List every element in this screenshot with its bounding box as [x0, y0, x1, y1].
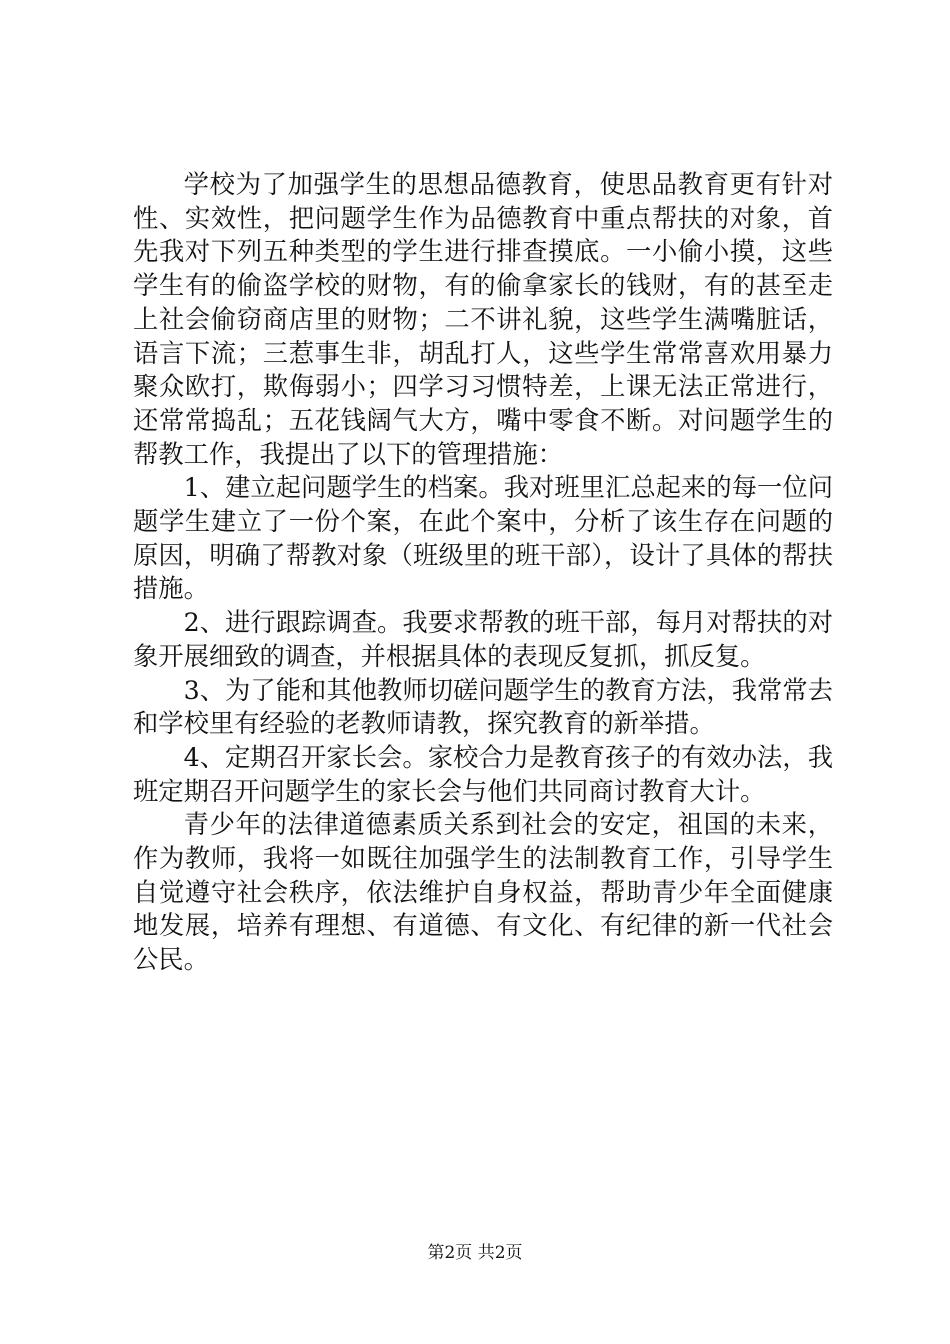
- paragraph-measure-1: 1、建立起问题学生的档案。我对班里汇总起来的每一位问题学生建立了一份个案，在此个案中，分析了该生存在问题的原因，明确了帮教对象（班级里的班干部），设计了具体的帮扶措施。: [133, 473, 833, 604]
- document-body: [133, 168, 833, 977]
- page-footer: 第2页 共2页: [427, 1243, 523, 1263]
- paragraph-measure-2: 2、进行跟踪调查。我要求帮教的班干部，每月对帮扶的对象开展细致的调查，并根据具体的表现反复抓，抓反复。: [133, 608, 833, 671]
- paragraph-measure-4: 4、定期召开家长会。家校合力是教育孩子的有效办法，我班定期召开问题学生的家长会与他们共同商讨教育大计。: [133, 742, 833, 806]
- paragraph-conclusion: 青少年的法律道德素质关系到社会的安定，祖国的未来，作为教师，我将一如既往加强学生的法制教育工作，引导学生自觉遵守社会秩序，依法维护自身权益，帮助青少年全面健康地发展，培养有理想、有道德、有文化、有纪律的新一代社会公民。: [133, 810, 833, 975]
- paragraph-measure-3: 3、为了能和其他教师切磋问题学生的教育方法，我常常去和学校里有经验的老教师请教，探究教育的新举措。: [133, 675, 833, 739]
- paragraph-intro: 学校为了加强学生的思想品德教育，使思品教育更有针对性、实效性，把问题学生作为品德教育中重点帮扶的对象，首先我对下列五种类型的学生进行排查摸底。一小偷小摸，这些学生有的偷盗学校的财物，有的偷拿家长的钱财，有的甚至走上社会偷窃商店里的财物；二不讲礼貌，这些学生满嘴脏话，语言下流；三惹事生非，胡乱打人，这些学生常常喜欢用暴力聚众欧打，欺侮弱小；四学习习惯特差，上课无法正常进行，还常常捣乱；五花钱阔气大方，嘴中零食不断。对问题学生的帮教工作，我提出了以下的管理措施：: [133, 170, 833, 469]
